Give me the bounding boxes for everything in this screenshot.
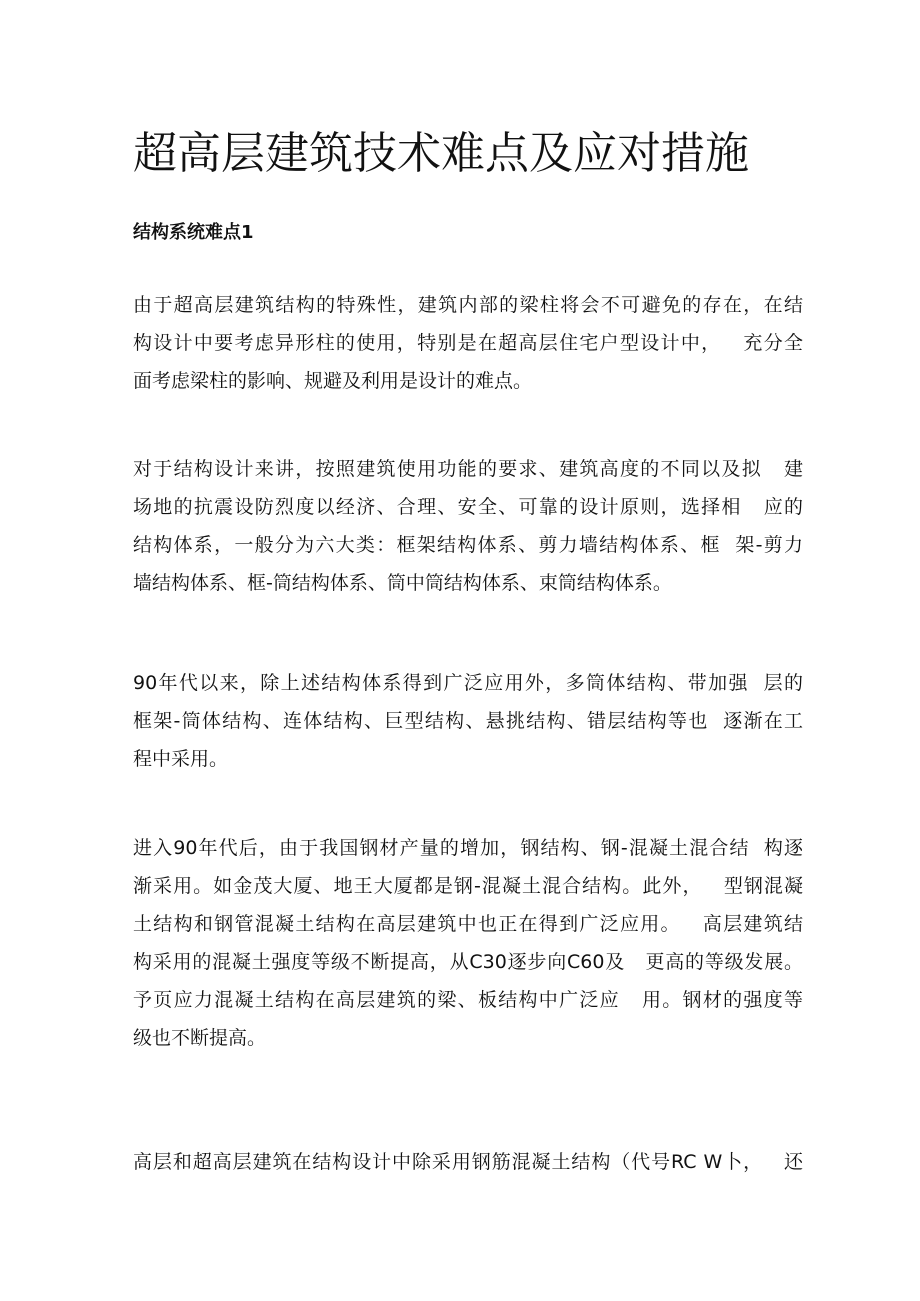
paragraph-line: 由于超高层建筑结构的特殊性，建筑内部的梁柱将会不可避免的存在，在结 <box>133 294 803 316</box>
paragraph-line: 予页应力混凝土结构在高层建筑的梁、板结构中广泛应 用。钢材的强度等 <box>133 989 803 1011</box>
paragraph-line: 结构体系，一般分为六大类：框架结构体系、剪力墙结构体系、框 架-剪力 <box>133 534 803 556</box>
paragraph-line: 高层和超高层建筑在结构设计中除采用钢筋混凝土结构（代号RC W卜， 还 <box>133 1151 803 1173</box>
paragraph-line: 土结构和钢管混凝土结构在高层建筑中也正在得到广泛应用。 高层建筑结 <box>133 913 803 935</box>
paragraph-line: 构采用的混凝土强度等级不断提高，从C30逐步向C60及 更高的等级发展。 <box>133 951 803 973</box>
paragraph-line: 级也不断提高。 <box>133 1027 267 1049</box>
paragraph-1 <box>133 286 803 400</box>
paragraph-line: 程中采用。 <box>133 748 229 770</box>
paragraph-line: 进入90年代后，由于我国钢材产量的增加，钢结构、钢-混凝土混合结 构逐 <box>133 837 803 859</box>
paragraph-5 <box>133 1143 803 1181</box>
paragraph-line: 框架-筒体结构、连体结构、巨型结构、悬挑结构、错层结构等也 逐渐在工 <box>133 710 803 732</box>
section-heading: 结构系统难点1 <box>133 222 254 243</box>
paragraph-line: 对于结构设计来讲，按照建筑使用功能的要求、建筑高度的不同以及拟 建 <box>133 458 803 480</box>
paragraph-line: 90年代以来，除上述结构体系得到广泛应用外，多筒体结构、带加强 层的 <box>133 672 803 694</box>
paragraph-line: 场地的抗震设防烈度以经济、合理、安全、可靠的设计原则，选择相 应的 <box>133 496 803 518</box>
paragraph-line: 构设计中要考虑异形柱的使用，特别是在超高层住宅户型设计中， 充分全 <box>133 332 803 354</box>
paragraph-2 <box>133 450 803 602</box>
paragraph-line: 墙结构体系、框-筒结构体系、筒中筒结构体系、束筒结构体系。 <box>133 572 672 594</box>
paragraph-line: 渐采用。如金茂大厦、地王大厦都是钢-混凝土混合结构。此外， 型钢混凝 <box>133 875 803 897</box>
paragraph-line: 面考虑梁柱的影响、规避及利用是设计的难点。 <box>133 370 533 392</box>
document-title: 超高层建筑技术难点及应对措施 <box>133 128 749 179</box>
paragraph-4 <box>133 829 803 1057</box>
paragraph-3 <box>133 664 803 778</box>
